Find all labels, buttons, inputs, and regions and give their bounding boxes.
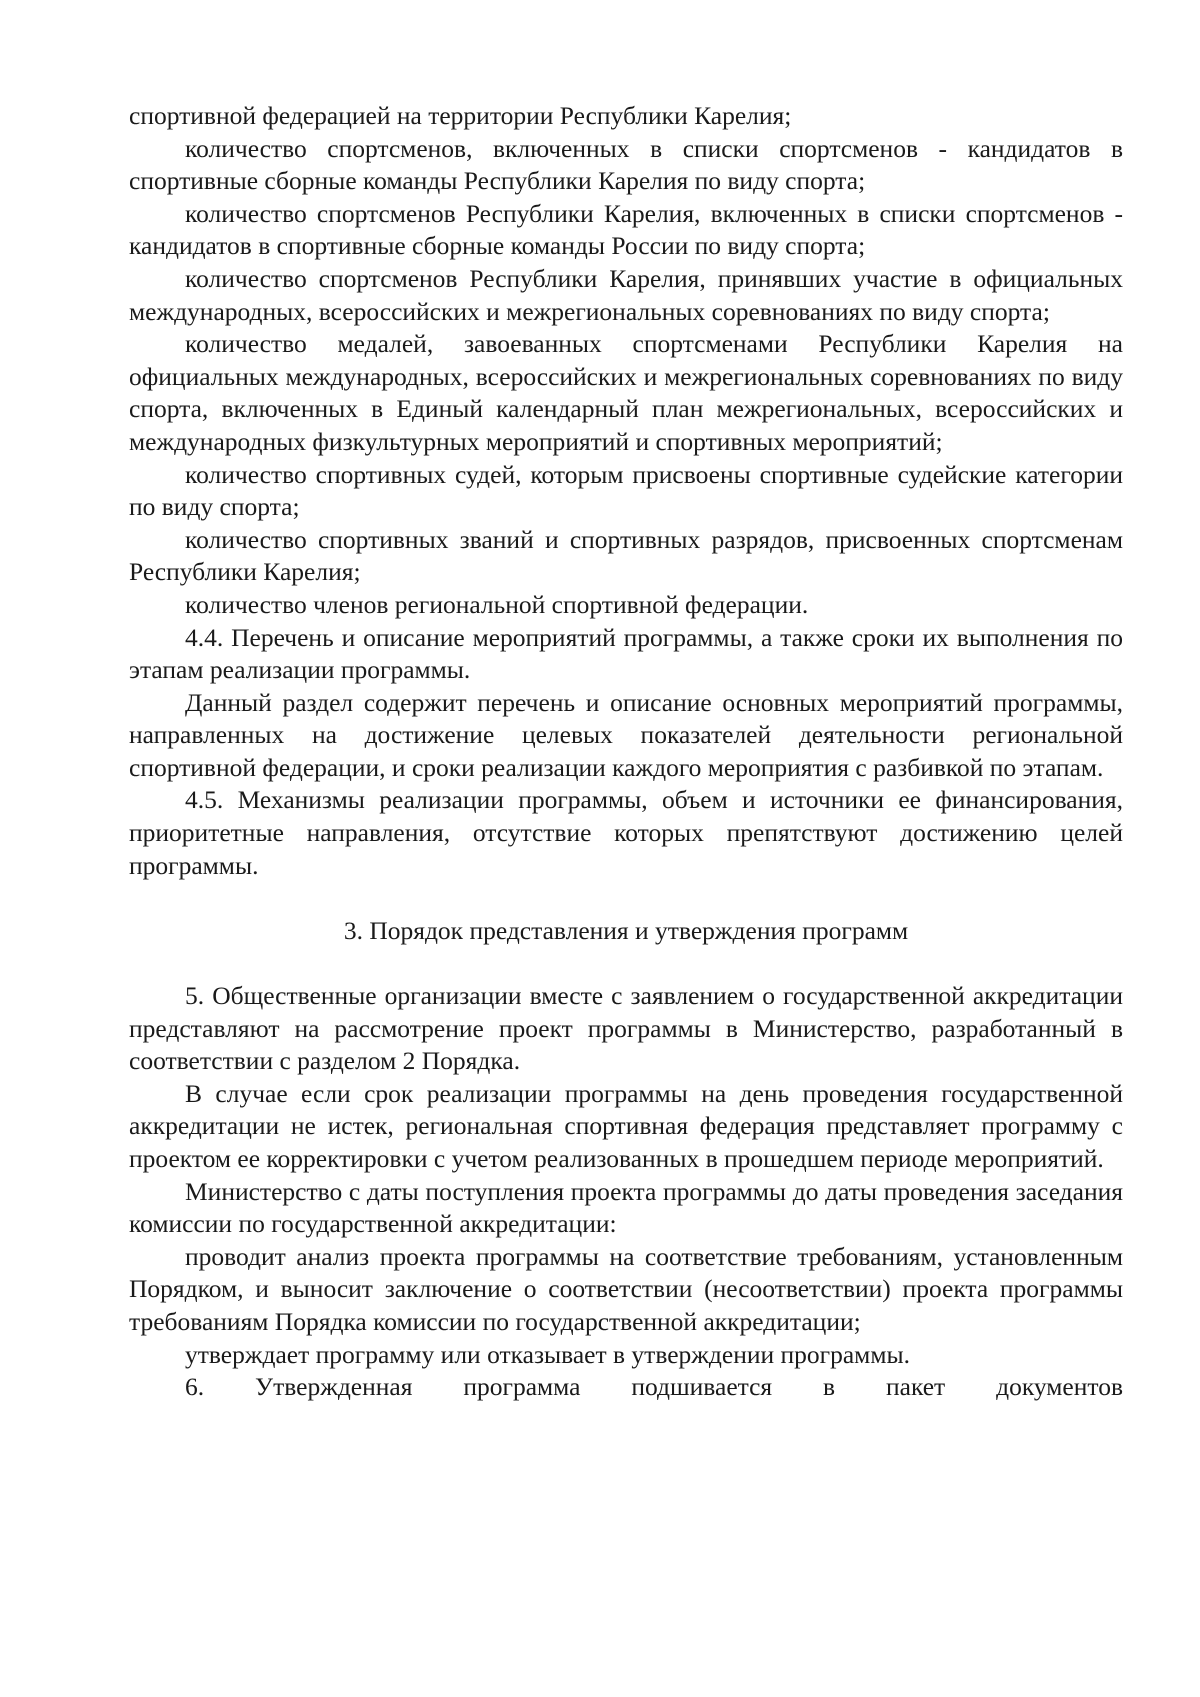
paragraph: утверждает программу или отказывает в утверждении программы.	[185, 1339, 910, 1369]
document-body	[129, 100, 1123, 1404]
paragraph: В случае если срок реализации программы на день проведения государственной аккредитации не истек, региональная спортивная федерация представляет программу с проектом ее корректировки с учетом реализованных в прошедшем периоде мероприятий.	[129, 1078, 1123, 1173]
paragraph: количество членов региональной спортивной федерации.	[185, 589, 809, 619]
paragraph: 4.4. Перечень и описание мероприятий программы, а также сроки их выполнения по этапам реализации программы.	[129, 622, 1123, 685]
paragraph: Министерство с даты поступления проекта программы до даты проведения заседания комиссии по государственной аккредитации:	[129, 1176, 1123, 1239]
paragraph: количество спортсменов Республики Карелия, принявших участие в официальных международных, всероссийских и межрегиональных соревнованиях по виду спорта;	[129, 263, 1123, 326]
paragraph: количество спортивных званий и спортивных разрядов, присвоенных спортсменам Республики Карелия;	[129, 524, 1123, 587]
paragraph: спортивной федерацией на территории Республики Карелия;	[129, 101, 792, 130]
section-heading: 3. Порядок представления и утверждения программ	[343, 915, 909, 945]
paragraph: 6. Утвержденная программа подшивается в пакет документов	[185, 1372, 1123, 1402]
paragraph: количество спортсменов Республики Карелия, включенных в списки спортсменов - кандидатов в спортивные сборные команды России по виду спорта;	[129, 198, 1123, 261]
paragraph: количество спортивных судей, которым присвоены спортивные судейские категории по виду спорта;	[129, 459, 1123, 522]
paragraph: Данный раздел содержит перечень и описание основных мероприятий программы, направленных на достижение целевых показателей деятельности региональной спортивной федерации, и сроки реализации каждого мероприятия с разбивкой по этапам.	[129, 687, 1123, 782]
paragraph: количество спортсменов, включенных в списки спортсменов - кандидатов в спортивные сборные команды Республики Карелия по виду спорта;	[129, 133, 1123, 196]
paragraph: 4.5. Механизмы реализации программы, объем и источники ее финансирования, приоритетные направления, отсутствие которых препятствуют достижению целей программы.	[129, 785, 1123, 880]
paragraph: проводит анализ проекта программы на соответствие требованиям, установленным Порядком, и выносит заключение о соответствии (несоответствии) проекта программы требованиям Порядка комиссии по государственной аккредитации;	[129, 1241, 1123, 1336]
paragraph: количество медалей, завоеванных спортсменами Республики Карелия на официальных международных, всероссийских и межрегиональных соревнованиях по виду спорта, включенных в Единый календарный план межрегиональных, всероссийских и международных физкультурных мероприятий и спортивных мероприятий;	[129, 329, 1123, 456]
paragraph: 5. Общественные организации вместе с заявлением о государственной аккредитации представляют на рассмотрение проект программы в Министерство, разработанный в соответствии с разделом 2 Порядка.	[129, 981, 1123, 1076]
